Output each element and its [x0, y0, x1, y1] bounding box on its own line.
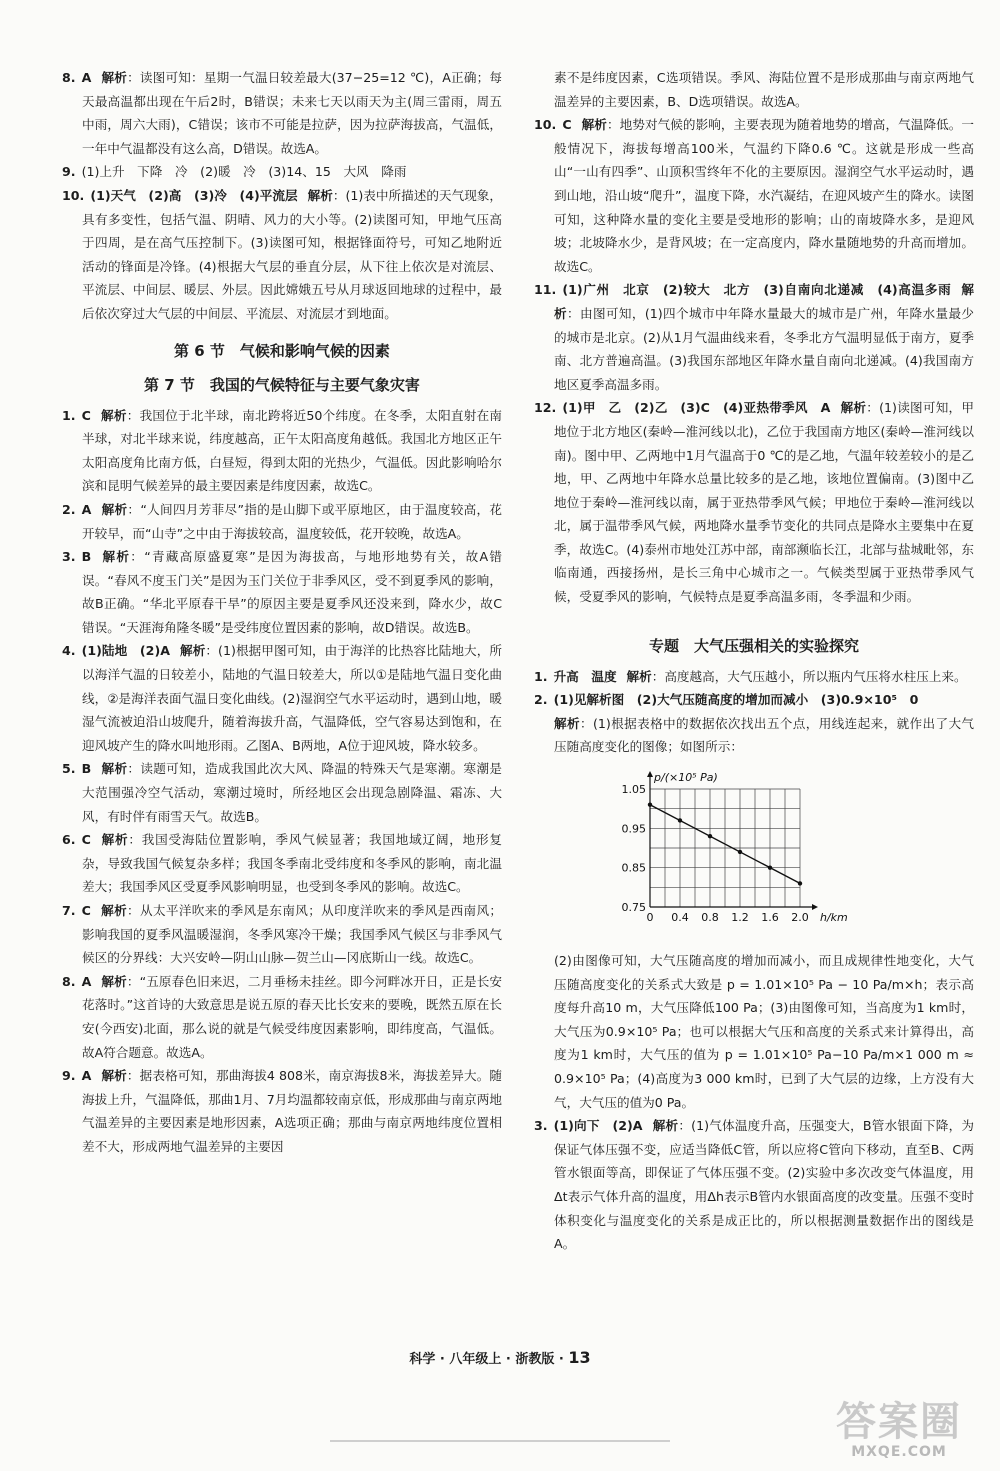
analysis-label: 解析: [101, 973, 127, 989]
data-point: [738, 850, 742, 854]
section-7-title: 第 7 节 我国的气候特征与主要气象灾害: [144, 375, 420, 394]
item-number: 5.: [62, 761, 76, 777]
answer-item: 2. A 解析：“人间四月芳菲尽”指的是山脚下或平原地区，由于温度较高，花开较早，而“山寺”之中由于海拔较高，温度较低，花开较晚，故选A。: [62, 501, 502, 541]
item-answer: B: [81, 549, 92, 565]
item-answer: (1)见解析图 (2)大气压随高度的增加而减小 (3)0.9×10⁵ 0: [553, 692, 919, 708]
item-number: 10.: [534, 117, 557, 133]
item-answer: C: [81, 832, 91, 848]
page-number: 13: [568, 1348, 591, 1367]
data-point: [648, 803, 652, 807]
item-text: “青藏高原盛夏寒”是因为海拔高，与地形地势有关，故A错误。“春风不度玉门关”是因为玉门关位于非季风区，受不到夏季风的影响，故B正确。“华北平原春干旱”的原因主要是夏季风还没来到，降水少，故C错误。“天涯海角隆冬暖”是受纬度位置因素的影响，故D错误。故选B。: [82, 549, 503, 635]
y-tick-label: 1.05: [621, 783, 646, 797]
item-answer: (1)向下 (2)A: [553, 1118, 643, 1134]
item-number: 12.: [534, 400, 557, 416]
answer-item: 1. 升高 温度 解析：高度越高，大气压越小，所以瓶内气压将水柱压上来。: [534, 668, 967, 684]
item-number: 3.: [534, 1118, 548, 1134]
y-tick-label: 0.75: [621, 901, 646, 915]
answer-item: 10. C 解析：地势对气候的影响，主要表现为随着地势的增高，气温降低。一般情况下，海拔每增高100米，气温约下降0.6 ℃。这就是形成一些高山“一山有四季”、山顶积雪终年不化的主要原因。湿润空气水平运动时，遇到山地，沿山坡“爬升”，温度下降，水汽凝结，在迎风坡产生的降水。读图可知，这种降水量的变化主要是受地形的影响；山的南坡降水多，是迎风坡；北坡降水少，是背风坡；在一定高度内，降水量随地势的升高而增加。故选C。: [534, 117, 975, 274]
item-text: 高度越高，大气压越小，所以瓶内气压将水柱压上来。: [664, 668, 967, 684]
data-point: [708, 834, 712, 838]
item-number: 1.: [62, 407, 76, 423]
item-answer: A: [81, 1068, 92, 1084]
answer-item: 12. (1)甲 乙 (2)乙 (3)C (4)亚热带季风 A 解析：(1)读图可知，甲地位于北方地区(秦岭—淮河线以北)，乙位于我国南方地区(秦岭—淮河线以南)。图中甲、乙两地中1月气温高于0 ℃的是乙地，气温年较差较小的是乙地，甲、乙两地中年降水总量比较多的是乙地，该地位置偏南。(3)图中乙地位于秦岭—淮河线以南，属于亚热带季风气候；甲地位于秦岭—淮河线以北，属于温带季风气候，两地降水量季节变化的共同点是降水主要集中在夏季，故选C。(4)泰州市地处江苏中部，南部濒临长江，北部与盐城毗邻，东临南通，西接扬州，是长三角中心城市之一。气候类型属于亚热带季风气候，受夏季风的影响，气候特点是夏季高温多雨，冬季温和少雨。: [534, 400, 974, 605]
right-column: [534, 66, 974, 1256]
answer-item: 9. A 解析：据表格可知，那曲海拔4 808米，南京海拔8米，海拔差异大。随海拔上升，气温降低，那曲1月、7月均温都较南京低，形成那曲与南京两地气温差异的主要因素是地形因素，A选项正确；那曲与南京两地纬度位置相差不大，形成两地气温差异的主要因: [62, 1068, 503, 1154]
item-text: 读图可知：星期一气温日较差最大(37−25=12 ℃)，A正确；每天最高温都出现在午后2时，B错误；未来七天以雨天为主(周三雷雨，周五中雨，周六大雨)，C错误；该市不可能是拉萨，因为拉萨海拔高，气温低，一年中气温都没有这么高，D错误。故选A。: [82, 70, 503, 156]
analysis-label: 解析: [101, 761, 128, 777]
item-number: 9.: [62, 1068, 76, 1084]
x-tick-label: 0: [646, 911, 654, 925]
analysis-label: 解析: [100, 903, 128, 918]
q2-analysis-text: (1)根据表格中的数据依次找出五个点，用线连起来，就作出了大气压随高度变化的图像；如图所示：: [554, 715, 975, 755]
item-number: 11.: [534, 282, 557, 298]
data-point: [768, 865, 772, 869]
analysis-label: 解析: [840, 400, 867, 416]
answer-item: 3. B 解析：“青藏高原盛夏寒”是因为海拔高，与地形地势有关，故A错误。“春风不度玉门关”是因为玉门关位于非季风区，受不到夏季风的影响，故B正确。“华北平原春干旱”的原因主要是夏季风还没来到，降水少，故C错误。“天涯海角隆冬暖”是受纬度位置因素的影响，故D错误。故选B。: [62, 549, 503, 635]
answer-item: 10. (1)天气 (2)高 (3)冷 (4)平流层 解析：(1)表中所描述的天气现象，具有多变性，包括气温、阴晴、风力的大小等。(2)读图可知，甲地气压高于四周，是在高气压控制下。(3)读图可知，根据锋面符号，可知乙地附近活动的锋面是冷锋。(4)根据大气层的垂直分层，从下往上依次是对流层、平流层、中间层、暖层、外层。因此嫦娥五号从月球返回地球的过程中，最后依次穿过大气层的中间层、平流层、对流层才到地面。: [62, 187, 503, 321]
item-number: 2.: [62, 501, 76, 517]
y-axis-arrow: [647, 771, 653, 777]
analysis-label: 解析: [101, 70, 128, 85]
x-tick-label: 0.4: [671, 911, 689, 925]
item-answer: C: [562, 117, 572, 133]
answer-item: 8. A 解析：“五原春色旧来迟，二月垂杨未挂丝。即今河畔冰开日，正是长安花落时。”这首诗的大致意思是说五原的春天比长安来的要晚，既然五原在长安(今西安)北面，那么说的就是气候受纬度因素影响，即纬度高，气温低。故A符合题意。故选A。: [62, 973, 503, 1060]
analysis-label: 解析: [626, 668, 652, 684]
y-axis-label: p/(×10⁵ Pa): [654, 771, 718, 785]
watermark-title: 答案圈: [836, 1399, 962, 1445]
item-text: 地势对气候的影响，主要表现为随着地势的增高，气温降低。一般情况下，海拔每增高100米，气温约下降0.6 ℃。这就是形成一些高山“一山有四季”、山顶积雪终年不化的主要原因。湿润空气水平运动时，遇到山地，沿山坡“爬升”，温度下降，水汽凝结，在迎风坡产生的降水。读图可知，这种降水量的变化主要是受地形的影响；山的南坡降水多，是迎风坡；北坡降水少，是背风坡；在一定高度内，降水量随地势的升高而增加。故选C。: [554, 117, 975, 274]
item-text: (1)上升 下降 冷 (2)暖 冷 (3)14、15 大风 降雨: [81, 164, 407, 180]
item-text: 据表格可知，那曲海拔4 808米，南京海拔8米，海拔差异大。随海拔上升，气温降低，那曲1月、7月均温都较南京低，形成那曲与南京两地气温差异的主要因素是地形因素，A选项正确；那曲与南京两地纬度位置相差不大，形成两地气温差异的主要因: [82, 1068, 503, 1154]
answer-item: [534, 688, 974, 712]
q2-analysis: 解析：(1)根据表格中的数据依次找出五个点，用线连起来，就作出了大气压随高度变化的图像；如图所示：: [554, 715, 975, 755]
section-6-title: 第 6 节 气候和影响气候的因素: [174, 341, 390, 360]
answer-item: 6. C 解析：我国受海陆位置影响，季风气候显著；我国地域辽阔，地形复杂，导致我国气候复杂多样；我国冬季南北受纬度和冬季风的影响，南北温差大；我国季风区受夏季风影响明显，也受到冬季风的影响。故选C。: [62, 832, 503, 895]
item-text: (1)气体温度升高，压强变大，B管水银面下降，为保证气体压强不变，应适当降低C管，所以应将C管向下移动，直至B、C两管水银面等高，即保证了气体压强不变。(2)实验中多次改变气体温度，用Δt表示气体升高的温度，用Δh表示B管内水银面高度的改变量。压强不变时体积变化与温度变化的关系是成正比的，所以根据测量数据作出的图线是A。: [554, 1118, 975, 1252]
item-answer: (1)天气 (2)高 (3)冷 (4)平流层: [90, 187, 298, 203]
left-column: [62, 66, 502, 1159]
x-tick-label: 2.0: [791, 911, 809, 925]
analysis-label: 解析: [100, 832, 129, 848]
item-number: 7.: [62, 903, 76, 918]
answer-item: 1. C 解析：我国位于北半球，南北跨将近50个纬度。在冬季，太阳直射在南半球，对北半球来说，纬度越高，正午太阳高度角越低。我国北方地区正午太阳高度角比南方低，白昼短，得到太阳的光热少，气温低。因此影响哈尔滨和昆明气候差异的最主要因素是纬度因素，故选C。: [62, 407, 503, 494]
item-text: 我国位于北半球，南北跨将近50个纬度。在冬季，太阳直射在南半球，对北半球来说，纬度越高，正午太阳高度角越低。我国北方地区正午太阳高度角比南方低，白昼短，得到太阳的光热少，气温低。因此影响哈尔滨和昆明气候差异的最主要因素是纬度因素，故选C。: [82, 407, 503, 494]
item-text: (1)读图可知，甲地位于北方地区(秦岭—淮河线以北)，乙位于我国南方地区(秦岭—淮河线以南)。图中甲、乙两地中1月气温高于0 ℃的是乙地，气温年较差较小的是乙地，甲、乙两地中年降水总量比较多的是乙地，该地位置偏南。(3)图中乙地位于秦岭—淮河线以南，属于亚热带季风气候；甲地位于秦岭—淮河线以北，属于温带季风气候，两地降水量季节变化的共同点是降水主要集中在夏季，故选C。(4)泰州市地处江苏中部，南部濒临长江，北部与盐城毗邻，东临南通，西接扬州，是长三角中心城市之一。气候类型属于亚热带季风气候，受夏季风的影响，气候特点是夏季高温多雨，冬季温和少雨。: [554, 400, 974, 605]
item-number: 1.: [534, 668, 548, 684]
answer-item: 5. B 解析：读题可知，造成我国此次大风、降温的特殊天气是寒潮。寒潮是大范围强冷空气活动，寒潮过境时，所经地区会出现急剧降温、霜冻、大风，有时伴有雨雪天气。故选B。: [62, 761, 503, 824]
topic-title: 专题 大气压强相关的实验探究: [648, 636, 859, 655]
item-answer: A: [81, 973, 92, 989]
q2-after-text: (2)由图像可知，大气压随高度的增加而减小，而且成规律性地变化，大气压随高度变化的关系式大致是 p = 1.01×10⁵ Pa − 10 Pa/m×h；表示高度每升高10 m，大气压降低100 Pa；(3)由图像可知，当高度为1 km时，大气压为0.9×10⁵ Pa；也可以根据大气压和高度的关系式来计算得出，高度为1 km时，大气压的值为 p = 1.01×10⁵ Pa−10 Pa/m×1 000 m ≈ 0.9×10⁵ Pa；(4)高度为3 000 km时，已到了大气层的边缘，上方没有大气，大气压的值为0 Pa。: [554, 953, 974, 1110]
item-text: “五原春色旧来迟，二月垂杨未挂丝。即今河畔冰开日，正是长安花落时。”这首诗的大致意思是说五原的春天比长安来的要晚，既然五原在长安(今西安)北面，那么说的就是气候受纬度因素影响，即纬度高，气温低。故A符合题意。故选A。: [82, 973, 503, 1060]
pressure-height-chart: [612, 765, 852, 943]
item-answer: C: [81, 903, 91, 918]
analysis-label: 解析: [554, 282, 974, 321]
answer-item: 3. (1)向下 (2)A 解析：(1)气体温度升高，压强变大，B管水银面下降，为保证气体压强不变，应适当降低C管，所以应将C管向下移动，直至B、C两管水银面等高，即保证了气体压强不变。(2)实验中多次改变气体温度，用Δt表示气体升高的温度，用Δh表示B管内水银面高度的改变量。压强不变时体积变化与温度变化的关系是成正比的，所以根据测量数据作出的图线是A。: [534, 1118, 975, 1252]
continued-answer: 素不是纬度因素，C选项错误。季风、海陆位置不是形成那曲与南京两地气温差异的主要因素，B、D选项错误。故选A。: [554, 70, 974, 109]
analysis-label: 解析: [101, 501, 128, 517]
item-answer: 升高 温度: [553, 668, 617, 684]
item-text: (1)根据甲图可知，由于海洋的比热容比陆地大，所以海洋气温的日较差小，陆地的气温日较差大，所以①是陆地气温日变化曲线，②是海洋表面气温日变化曲线。(2)湿润空气水平运动时，遇到山地，暖湿气流被迫沿山坡爬升，随着海拔升高，气温降低，空气容易达到饱和，在迎风坡产生的降水叫地形雨。乙图A、B两地，A位于迎风坡，降水较多。: [82, 643, 502, 753]
x-tick-label: 0.8: [701, 911, 719, 925]
answer-item: [62, 160, 502, 184]
item-number: 6.: [62, 832, 76, 848]
item-number: 10.: [62, 187, 85, 203]
item-number: 9.: [62, 164, 76, 180]
x-tick-label: 1.6: [761, 911, 779, 925]
item-answer: (1)广州 北京 (2)较大 北方 (3)自南向北递减 (4)高温多雨: [562, 282, 952, 298]
watermark-logo: [814, 1400, 984, 1466]
item-answer: (1)陆地 (2)A: [81, 643, 170, 659]
chart-svg: [612, 765, 852, 943]
analysis-label: 解析: [554, 715, 580, 731]
y-tick-label: 0.95: [621, 822, 646, 836]
item-answer: B: [81, 761, 92, 777]
item-answer: A: [81, 501, 92, 517]
analysis-label: 解析: [101, 549, 131, 565]
item-number: 4.: [62, 643, 76, 659]
item-answer: (1)甲 乙 (2)乙 (3)C (4)亚热带季风 A: [562, 400, 831, 416]
y-tick-label: 0.85: [621, 861, 646, 875]
data-point: [678, 818, 682, 822]
watermark-url: MXQE.COM: [851, 1444, 947, 1460]
analysis-label: 解析: [581, 117, 607, 133]
item-number: 8.: [62, 70, 76, 85]
item-text: 我国受海陆位置影响，季风气候显著；我国地域辽阔，地形复杂，导致我国气候复杂多样；我国冬季南北受纬度和冬季风的影响，南北温差大；我国季风区受夏季风影响明显，也受到冬季风的影响。故选C。: [82, 832, 503, 895]
item-answer: C: [81, 407, 91, 423]
item-answer: A: [81, 70, 92, 85]
footer-text: 科学 · 八年级上 · 浙教版 ·: [409, 1352, 569, 1367]
x-axis-label: h/km: [820, 911, 848, 925]
analysis-label: 解析: [100, 407, 127, 423]
x-axis-arrow: [812, 904, 818, 910]
item-text: 由图可知，(1)四个城市中年降水量最大的城市是广州，年降水量最少的城市是北京。(2)从1月气温曲线来看，冬季北方气温明显低于南方，夏季南、北方普遍高温。(3)我国东部地区年降水量自南向北递减。(4)我国南方地区夏季高温多雨。: [554, 305, 975, 392]
item-number: 3.: [62, 549, 76, 565]
item-number: 8.: [62, 973, 76, 989]
answer-item: 7. C 解析：从太平洋吹来的季风是东南风；从印度洋吹来的季风是西南风；影响我国的夏季风温暖湿润，冬季风寒冷干燥；我国季风气候区与非季风气候区的分界线：大兴安岭—阴山山脉—贺兰山—冈底斯山一线。故选C。: [62, 903, 503, 966]
x-tick-label: 1.2: [731, 911, 749, 925]
analysis-label: 解析: [307, 187, 333, 203]
item-text: “人间四月芳菲尽”指的是山脚下或平原地区，由于温度较高，花开较早，而“山寺”之中由于海拔较高，温度较低，花开较晚，故选A。: [82, 501, 502, 541]
analysis-label: 解析: [179, 643, 206, 659]
analysis-label: 解析: [652, 1118, 679, 1134]
page-footer: [0, 1348, 1000, 1367]
item-number: 2.: [534, 692, 548, 708]
bottom-rule: [330, 1440, 670, 1442]
data-point: [798, 881, 802, 885]
item-text: 读题可知，造成我国此次大风、降温的特殊天气是寒潮。寒潮是大范围强冷空气活动，寒潮过境时，所经地区会出现急剧降温、霜冻、大风，有时伴有雨雪天气。故选B。: [82, 761, 503, 824]
answer-item: 8. A 解析：读图可知：星期一气温日较差最大(37−25=12 ℃)，A正确；每天最高温都出现在午后2时，B错误；未来七天以雨天为主(周三雷雨，周五中雨，周六大雨)，C错误；该市不可能是拉萨，因为拉萨海拔高，气温低，一年中气温都没有这么高，D错误。故选A。: [62, 70, 503, 156]
answer-item: 4. (1)陆地 (2)A 解析：(1)根据甲图可知，由于海洋的比热容比陆地大，所以海洋气温的日较差小，陆地的气温日较差大，所以①是陆地气温日变化曲线，②是海洋表面气温日变化曲线。(2)湿润空气水平运动时，遇到山地，暖湿气流被迫沿山坡爬升，随着海拔升高，气温降低，空气容易达到饱和，在迎风坡产生的降水叫地形雨。乙图A、B两地，A位于迎风坡，降水较多。: [62, 643, 502, 753]
analysis-label: 解析: [101, 1068, 127, 1084]
answer-item: 11. (1)广州 北京 (2)较大 北方 (3)自南向北递减 (4)高温多雨 解析：由图可知，(1)四个城市中年降水量最大的城市是广州，年降水量最少的城市是北京。(2)从1月气温曲线来看，冬季北方气温明显低于南方，夏季南、北方普遍高温。(3)我国东部地区年降水量自南向北递减。(4)我国南方地区夏季高温多雨。: [534, 282, 975, 392]
item-text: (1)表中所描述的天气现象，具有多变性，包括气温、阴晴、风力的大小等。(2)读图可知，甲地气压高于四周，是在高气压控制下。(3)读图可知，根据锋面符号，可知乙地附近活动的锋面是冷锋。(4)根据大气层的垂直分层，从下往上依次是对流层、平流层、中间层、暖层、外层。因此嫦娥五号从月球返回地球的过程中，最后依次穿过大气层的中间层、平流层、对流层才到地面。: [82, 187, 503, 321]
item-text: 从太平洋吹来的季风是东南风；从印度洋吹来的季风是西南风；影响我国的夏季风温暖湿润，冬季风寒冷干燥；我国季风气候区与非季风气候区的分界线：大兴安岭—阴山山脉—贺兰山—冈底斯山一线。故选C。: [82, 903, 503, 966]
